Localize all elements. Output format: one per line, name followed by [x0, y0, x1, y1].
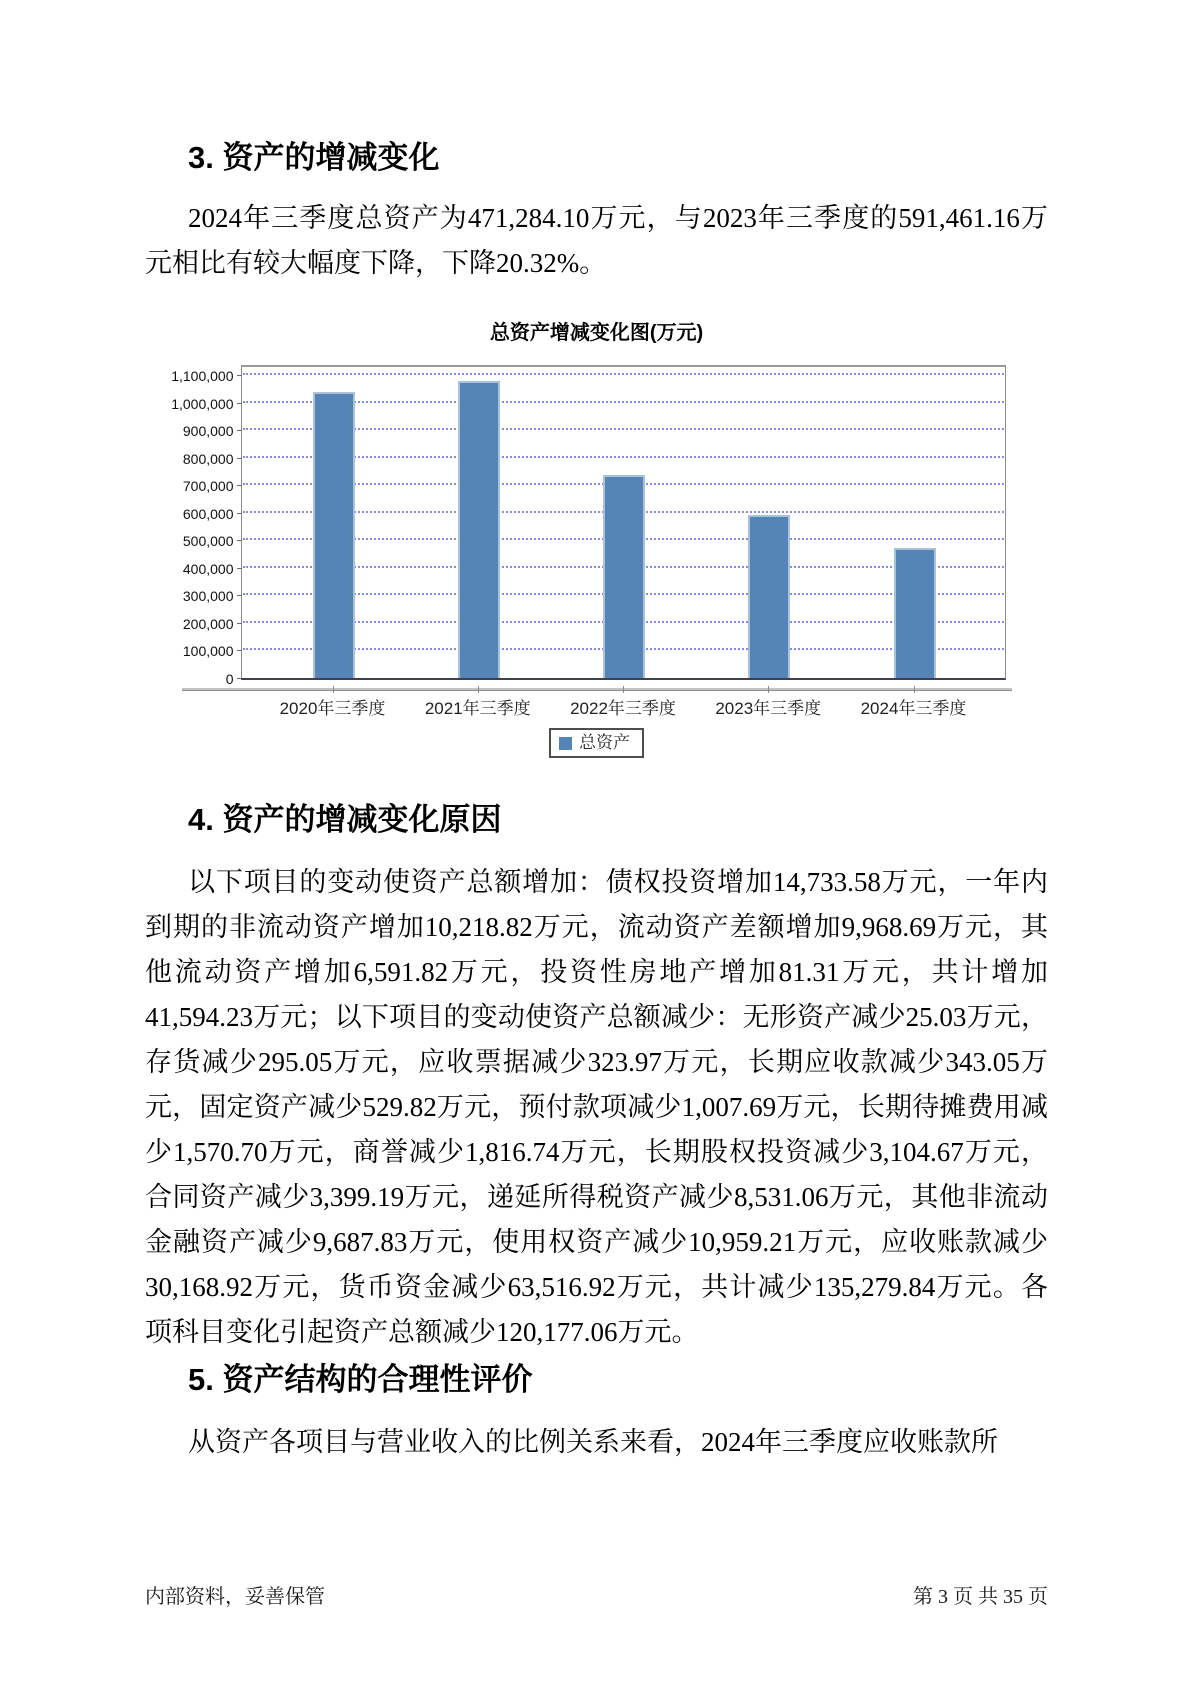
y-tick-label: 800,000: [182, 450, 234, 467]
y-tick-label: 900,000: [182, 423, 234, 440]
x-axis-tick: [333, 686, 334, 693]
x-axis-tick: [478, 686, 479, 693]
y-axis-tick: [237, 568, 242, 569]
x-axis-tick: [768, 686, 769, 693]
bar-2022年三季度: [603, 475, 645, 678]
y-tick-label: 300,000: [182, 588, 234, 605]
page-footer: [145, 1584, 1048, 1610]
y-axis-tick: [237, 623, 242, 624]
gridline: [243, 401, 1004, 403]
y-axis-tick: [237, 650, 242, 651]
y-tick-label: 500,000: [182, 533, 234, 550]
y-axis-tick: [237, 595, 242, 596]
x-axis-labels: [182, 697, 1012, 721]
y-tick-label: 200,000: [182, 615, 234, 632]
bar-2023年三季度: [748, 515, 790, 678]
y-axis-tick: [237, 430, 242, 431]
y-tick-label: 100,000: [182, 643, 234, 660]
chart-plot-wrapper: [171, 365, 1006, 687]
x-tick-label: 2023年三季度: [715, 699, 822, 718]
section-4-paragraph: 以下项目的变动使资产总额增加：债权投资增加14,733.58万元，一年内到期的非流动资产增加10,218.82万元，流动资产差额增加9,968.69万元，其他流动资产增加6,591.82万元，投资性房地产增加81.31万元，共计增加41,594.23万元；以下项目的变动使资产总额减少：无形资产减少25.03万元，存货减少295.05万元，应收票据减少323.97万元，长期应收款减少343.05万元，固定资产减少529.82万元，预付款项减少1,007.69万元，长期待摊费用减少1,570.70万元，商誉减少1,816.74万元，长期股权投资减少3,104.67万元，合同资产减少3,399.19万元，递延所得税资产减少8,531.06万元，其他非流动金融资产减少9,687.83万元，使用权资产减少10,959.21万元，应收账款减少30,168.92万元，货币资金减少63,516.92万元，共计减少135,279.84万元。各项科目变化引起资产总额减少120,177.06万元。: [145, 867, 1048, 1347]
bar-2024年三季度: [894, 548, 936, 678]
page-content: [0, 141, 1191, 1465]
y-axis-tick: [237, 458, 242, 459]
y-tick-label: 400,000: [182, 560, 234, 577]
y-axis-tick: [237, 375, 242, 376]
y-tick-label: 600,000: [182, 505, 234, 522]
x-tick-label: 2021年三季度: [424, 699, 531, 718]
y-axis-tick: [237, 403, 242, 404]
chart-title: 总资产增减变化图(万元): [489, 322, 704, 344]
y-axis-tick: [237, 540, 242, 541]
x-axis-tick: [623, 686, 624, 693]
y-tick-label: 1,000,000: [171, 395, 234, 412]
section-3-paragraph: 2024年三季度总资产为471,284.10万元，与2023年三季度的591,461.16万元相比有较大幅度下降，下降20.32%。: [145, 203, 1048, 278]
chart-legend: [549, 728, 644, 758]
section-5-paragraph: 从资产各项目与营业收入的比例关系来看，2024年三季度应收账款所: [188, 1427, 998, 1457]
x-axis-line: [182, 688, 1012, 691]
footer-page-number: 第 3 页 共 35 页: [913, 1586, 1048, 1608]
section-4-heading: 4. 资产的增减变化原因: [188, 802, 502, 837]
bar-2020年三季度: [313, 392, 355, 678]
bar-2021年三季度: [458, 381, 500, 678]
section-3-heading: 3. 资产的增减变化: [188, 140, 440, 175]
chart-plot-area: [241, 365, 1006, 680]
y-tick-label: 1,100,000: [171, 368, 234, 384]
y-axis-tick: [237, 485, 242, 486]
y-axis-tick: [237, 513, 242, 514]
legend-swatch-icon: [559, 737, 572, 750]
section-5-heading: 5. 资产结构的合理性评价: [188, 1362, 533, 1397]
legend-label: 总资产: [579, 733, 630, 752]
gridline: [243, 373, 1004, 375]
x-tick-label: 2022年三季度: [570, 699, 676, 718]
y-tick-label: 700,000: [182, 478, 234, 495]
gridline: [243, 456, 1004, 458]
x-tick-label: 2024年三季度: [860, 699, 967, 718]
gridline: [243, 428, 1004, 430]
x-tick-label: 2020年三季度: [279, 699, 386, 718]
x-axis-tick: [914, 686, 915, 693]
y-tick-label: 0: [225, 671, 234, 687]
footer-confidential-note: 内部资料，妥善保管: [145, 1586, 325, 1608]
y-axis-tick: [237, 678, 242, 679]
total-assets-bar-chart: [171, 320, 1012, 758]
